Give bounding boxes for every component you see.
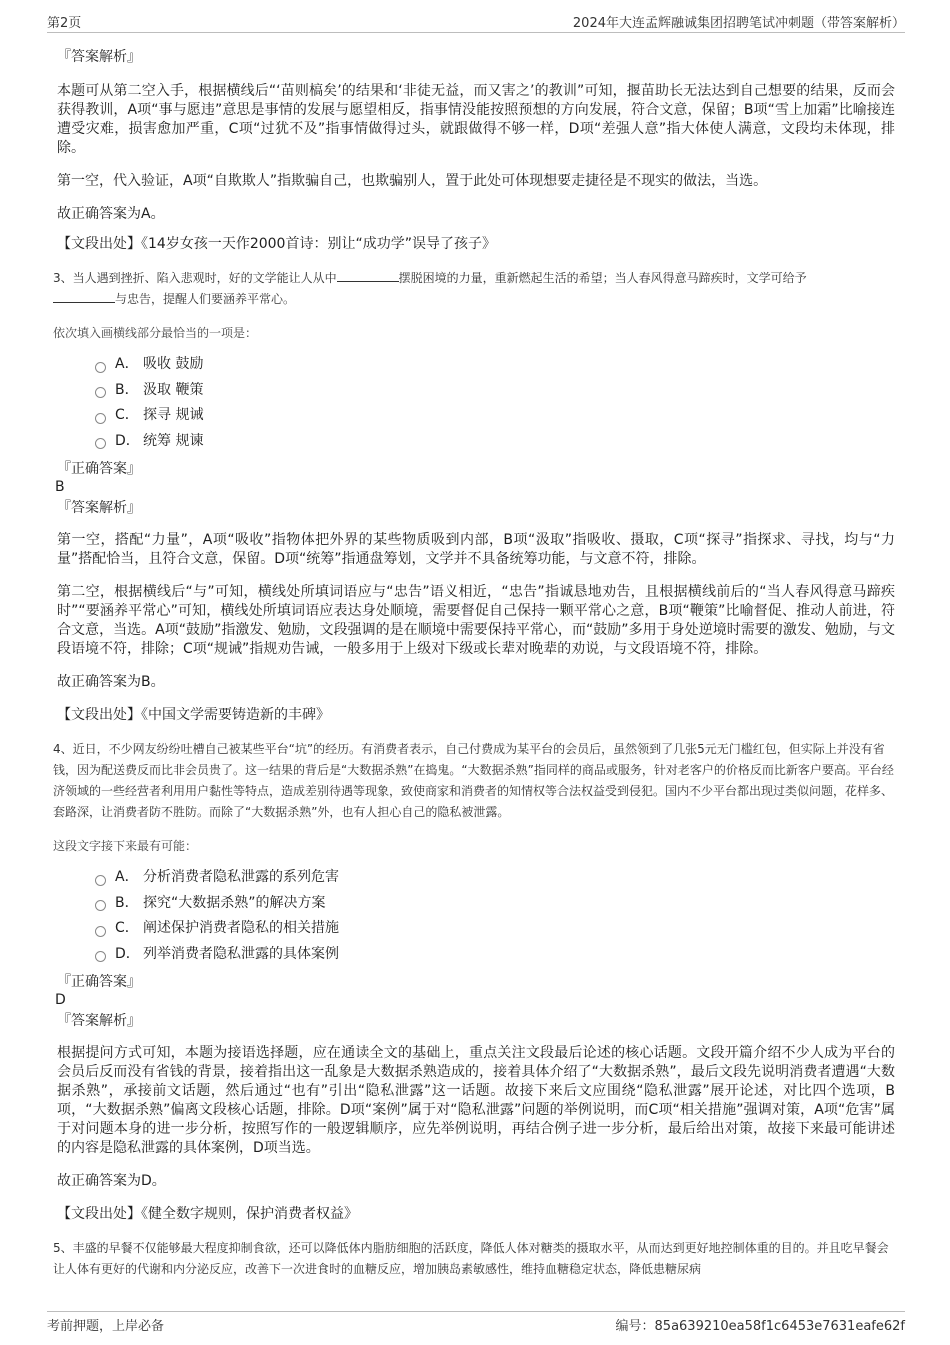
question-3-options (95, 352, 895, 454)
analysis-label: 『答案解析』 (57, 1013, 141, 1029)
question-3-text: 3、当人遇到挫折、陷入悲观时，好的文学能让人从中 摆脱困境的力量，重新燃起生活的希望；当人春风得意马蹄疾时，文学可给予 与忠告，提醒人们要涵养平常心。 (53, 271, 807, 306)
source-citation: 【文段出处】《14岁女孩一天作2000首诗：别让“成功学”误导了孩子》 (57, 236, 496, 252)
question-5-text: 5、丰盛的早餐不仅能够最大程度抑制食欲，还可以降低体内脂肪细胞的活跃度，降低人体对糖类的摄取水平，从而达到更好地控制体重的目的。并且吃早餐会让人体有更好的代谢和内分泌反应，改善下一次进食时的血糖反应，增加胰岛素敏感性，维持血糖稳定状态，降低患糖尿病 (53, 1241, 889, 1276)
radio-button-icon[interactable] (95, 951, 106, 962)
source-citation: 【文段出处】《健全数字规则，保护消费者权益》 (57, 1206, 358, 1222)
correct-answer-value: B (55, 479, 65, 495)
question-4-text: 4、近日，不少网友纷纷吐槽自己被某些平台“坑”的经历。有消费者表示，自己付费成为某平台的会员后，虽然领到了几张5元无门槛红包，但实际上并没有省钱，因为配送费反而比非会员贵了。这一结果的背后是“大数据杀熟”在捣鬼。“大数据杀熟”指同样的商品或服务，针对老客户的价格反而比新客户要高。平台经济领域的一些经营者利用用户黏性等特点，造成差别待遇等现象，致使商家和消费者的知情权等合法权益受到侵犯。国内不少平台都出现过类似问题，花样多、套路深，让消费者防不胜防。而除了“大数据杀熟”外，也有人担心自己的隐私被泄露。 (53, 742, 894, 819)
radio-button-icon[interactable] (95, 413, 106, 424)
analysis-paragraph: 第二空，根据横线后“与”可知，横线处所填词语应与“忠告”语义相近，“忠告”指诚恳地劝告，且根据横线前后的“当人春风得意马蹄疾时”“要涵养平常心”可知，横线处所填词语应表达身处顺境，需要督促自己保持一颗平常心之意，B项“鞭策”比喻督促、推动人前进，符合文意，当选。A项“鼓励”指激发、勉励，文段强调的是在顺境中需要保持平常心，而“鼓励”多用于身处逆境时需要的激发、勉励，与文段语境不符，排除；C项“规诫”指规劝告诫，一般多用于上级对下级或长辈对晚辈的劝说，与文段语境不符，排除。 (57, 584, 895, 657)
document-body (53, 44, 895, 1280)
document-id: 85a639210ea58f1c6453e7631eafe62f (654, 1319, 905, 1334)
radio-button-icon[interactable] (95, 926, 106, 937)
option-b[interactable]: B． 探究“大数据杀熟”的解决方案 (95, 891, 895, 917)
option-a[interactable]: A． 分析消费者隐私泄露的系列危害 (95, 865, 895, 891)
option-c[interactable]: C． 探寻 规诫 (95, 403, 895, 429)
option-b[interactable]: B． 汲取 鞭策 (95, 378, 895, 404)
option-d[interactable]: D． 列举消费者隐私泄露的具体案例 (95, 942, 895, 968)
source-citation: 【文段出处】《中国文学需要铸造新的丰碑》 (57, 707, 330, 723)
question-3-prompt: 依次填入画横线部分最恰当的一项是： (53, 326, 258, 340)
option-d[interactable]: D． 统筹 规谏 (95, 429, 895, 455)
page-footer (47, 1311, 905, 1334)
correct-answer-label: 『正确答案』 (57, 461, 141, 477)
analysis-label: 『答案解析』 (57, 49, 141, 65)
radio-button-icon[interactable] (95, 362, 106, 373)
question-4-options (95, 865, 895, 967)
answer-conclusion: 故正确答案为A。 (57, 206, 165, 222)
answer-conclusion: 故正确答案为B。 (57, 674, 165, 690)
answer-conclusion: 故正确答案为D。 (57, 1173, 166, 1189)
radio-button-icon[interactable] (95, 438, 106, 449)
analysis-paragraph: 本题可从第二空入手，根据横线后“‘苗则槁矣’的结果和‘非徒无益，而又害之’的教训”可知，揠苗助长无法达到自己想要的结果，反而会获得教训，A项“事与愿违”意思是事情的发展与愿望相反，指事情没能按照预想的方向发展，符合文意，保留；B项“雪上加霜”比喻接连遭受灾难，损害愈加严重，C项“过犹不及”指事情做得过头，就跟做得不够一样，D项“差强人意”指大体使人满意，文段均未体现，排除。 (57, 83, 895, 156)
document-title: 2024年大连孟辉融诚集团招聘笔试冲刺题（带答案解析） (572, 16, 905, 31)
fill-blank (53, 290, 115, 303)
radio-button-icon[interactable] (95, 900, 106, 911)
page-number: 第2页 (47, 16, 82, 31)
page-header (47, 10, 905, 33)
footer-slogan: 考前押题，上岸必备 (47, 1319, 165, 1334)
question-4-prompt: 这段文字接下来最有可能： (53, 839, 198, 853)
analysis-paragraph: 第一空，搭配“力量”，A项“吸收”指物体把外界的某些物质吸到内部，B项“汲取”指吸收、摄取，C项“探寻”指探求、寻找，均与“力量”搭配恰当，且符合文意，保留。D项“统筹”指通盘筹划，文学并不具备统筹功能，与文意不符，排除。 (57, 532, 895, 567)
analysis-label: 『答案解析』 (57, 500, 141, 516)
correct-answer-label: 『正确答案』 (57, 974, 141, 990)
analysis-paragraph: 第一空，代入验证，A项“自欺欺人”指欺骗自己，也欺骗别人，置于此处可体现想要走捷径是不现实的做法，当选。 (57, 173, 768, 189)
correct-answer-value: D (55, 992, 66, 1008)
radio-button-icon[interactable] (95, 387, 106, 398)
footer-code: 编号：85a639210ea58f1c6453e7631eafe62f (615, 1319, 905, 1334)
option-a[interactable]: A． 吸收 鼓励 (95, 352, 895, 378)
radio-button-icon[interactable] (95, 875, 106, 886)
analysis-paragraph: 根据提问方式可知，本题为接语选择题，应在通读全文的基础上，重点关注文段最后论述的核心话题。文段开篇介绍不少人成为平台的会员后反而没有省钱的背景，接着指出这一乱象是大数据杀熟造成的，接着具体介绍了“大数据杀熟”，最后文段先说明消费者遭遇“大数据杀熟”，承接前文话题，然后通过“也有”引出“隐私泄露”这一话题。故接下来后文应围绕“隐私泄露”展开论述，对比四个选项，B项，“大数据杀熟”偏离文段核心话题，排除。D项“案例”属于对“隐私泄露”问题的举例说明，而C项“相关措施”强调对策，A项“危害”属于对问题本身的进一步分析，按照写作的一般逻辑顺序，应先举例说明，再结合例子进一步分析，最后给出对策，故接下来最可能讲述的内容是隐私泄露的具体案例，D项当选。 (57, 1045, 895, 1156)
fill-blank (337, 269, 399, 282)
option-c[interactable]: C． 阐述保护消费者隐私的相关措施 (95, 916, 895, 942)
